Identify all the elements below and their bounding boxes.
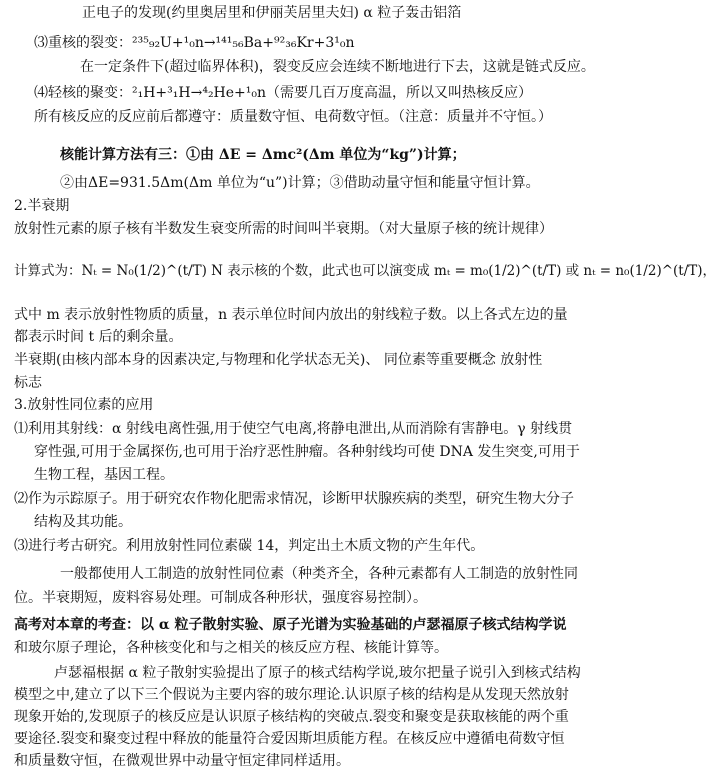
text-line-3: 在一定条件下(超过临界体积)，裂变反应会连续不断地进行下去，这就是链式反应。 xyxy=(80,59,595,75)
text-line-13: 半衰期(由核内部本身的因素决定,与物理和化学状态无关)、 同位素等重要概念 放射性 xyxy=(14,352,543,368)
text-line-6: 核能计算方法有三：①由 ΔE = Δmc²(Δm 单位为“kg”)计算； xyxy=(60,147,466,163)
text-line-16: ⑴利用其射线：α 射线电离性强,用于使空气电离,将静电泄出,从而消除有害静电。γ 射线贯 xyxy=(14,421,573,437)
text-line-9: 放射性元素的原子核有半数发生衰变所需的时间叫半衰期。（对大量原子核的统计规律） xyxy=(14,221,553,237)
text-line-1: 正电子的发现(约里奥居里和伊丽芙居里夫妇) α 粒子轰击铝箔 xyxy=(82,5,462,21)
text-line-27: 模型之中,建立了以下三个假说为主要内容的玻尔理论.认识原子核的结构是从发现天然放射 xyxy=(14,687,569,703)
text-line-29: 要途径.裂变和聚变过程中释放的能量符合爱因斯坦质能方程。在核反应中遵循电荷数守恒 xyxy=(14,731,565,747)
text-line-5: 所有核反应的反应前后都遵守：质量数守恒、电荷数守恒。（注意：质量并不守恒。） xyxy=(34,109,552,125)
text-line-20: 结构及其功能。 xyxy=(34,514,132,530)
text-line-30: 和质量数守恒，在微观世界中动量守恒定律同样适用。 xyxy=(14,753,350,769)
text-line-19: ⑵作为示踪原子。用于研究农作物化肥需求情况，诊断甲状腺疾病的类型，研究生物大分子 xyxy=(14,491,574,507)
text-line-7: ②由ΔE=931.5Δm(Δm 单位为“u”)计算；③借助动量守恒和能量守恒计算。 xyxy=(60,175,540,191)
text-line-17: 穿性强,可用于金属探伤,也可用于治疗恶性肿瘤。各种射线均可使 DNA 发生突变,可用于 xyxy=(34,444,580,460)
text-line-24: 高考对本章的考查：以 α 粒子散射实验、原子光谱为实验基础的卢瑟福原子核式结构学说 xyxy=(14,617,567,633)
text-line-14: 标志 xyxy=(14,375,42,391)
text-line-4: ⑷轻核的聚变：²₁H+³₁H→⁴₂He+¹₀n（需要几百万度高温，所以又叫热核反应） xyxy=(34,85,533,101)
text-line-21: ⑶进行考古研究。利用放射性同位素碳 14，判定出土木质文物的产生年代。 xyxy=(14,538,485,554)
text-line-2: ⑶重核的裂变：²³⁵₉₂U+¹₀n→¹⁴¹₅₆Ba+⁹²₃₆Kr+3¹₀n xyxy=(34,35,355,51)
text-line-25: 和玻尔原子理论，各种核变化和与之相关的核反应方程、核能计算等。 xyxy=(14,640,448,656)
text-line-26: 卢瑟福根据 α 粒子散射实验提出了原子的核式结构学说,玻尔把量子说引入到核式结构 xyxy=(54,665,581,681)
text-line-18: 生物工程，基因工程。 xyxy=(34,467,174,483)
section-heading: 2.半衰期 xyxy=(14,198,70,214)
text-line-23: 位。半衰期短，废料容易处理。可制成各种形状，强度容易控制）。 xyxy=(14,590,427,606)
section-heading: 3.放射性同位素的应用 xyxy=(14,397,154,413)
text-line-11: 式中 m 表示放射性物质的质量，n 表示单位时间内放出的射线粒子数。以上各式左边的量 xyxy=(14,307,568,323)
text-line-12: 都表示时间 t 后的剩余量。 xyxy=(14,329,183,345)
text-line-10: 计算式为：Nₜ = N₀(1/2)^(t/T) N 表示核的个数，此式也可以演变成 mₜ = m₀(1/2)^(t/T) 或 nₜ = n₀(1/2)^(t/T)， xyxy=(14,263,717,279)
text-line-28: 现象开始的,发现原子的核反应是认识原子核结构的突破点.裂变和聚变是获取核能的两个重 xyxy=(14,709,569,725)
text-line-22: 一般都使用人工制造的放射性同位素（种类齐全，各种元素都有人工制造的放射性同 xyxy=(60,566,578,582)
